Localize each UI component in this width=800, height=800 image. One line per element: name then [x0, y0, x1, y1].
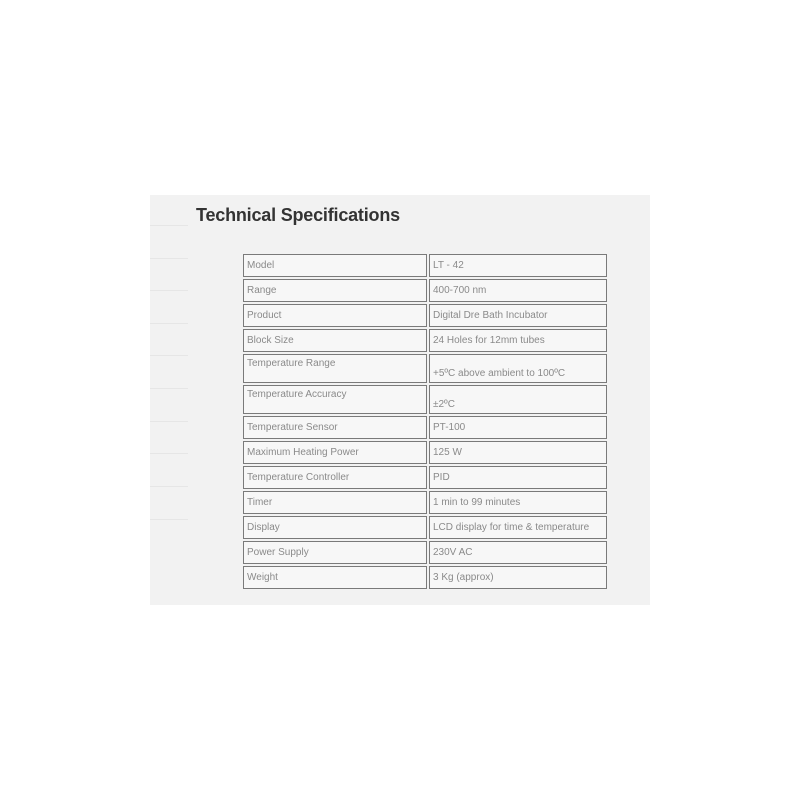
spec-value-timer: 1 min to 99 minutes: [429, 491, 607, 514]
table-row: [243, 441, 607, 464]
table-row: [243, 254, 607, 277]
spec-value-display: LCD display for time & temperature: [429, 516, 607, 539]
section-title: Technical Specifications: [196, 205, 400, 225]
table-row: [243, 566, 607, 589]
spec-value-block-size: 24 Holes for 12mm tubes: [429, 329, 607, 352]
table-row: [243, 516, 607, 539]
specifications-table: [241, 252, 609, 591]
spec-label-timer: Timer: [243, 491, 427, 514]
spec-label-maximum-heating-power: Maximum Heating Power: [243, 441, 427, 464]
table-row: [243, 329, 607, 352]
spec-label-product: Product: [243, 304, 427, 327]
table-row: [243, 279, 607, 302]
spec-label-temperature-sensor: Temperature Sensor: [243, 416, 427, 439]
spec-value-temperature-range: +5ºC above ambient to 100ºC: [429, 354, 607, 383]
table-row: [243, 416, 607, 439]
spec-value-temperature-sensor: PT-100: [429, 416, 607, 439]
spec-value-temperature-controller: PID: [429, 466, 607, 489]
spec-value-maximum-heating-power: 125 W: [429, 441, 607, 464]
spec-label-temperature-accuracy: Temperature Accuracy: [243, 385, 427, 414]
table-row: [243, 385, 607, 414]
spec-value-product: Digital Dre Bath Incubator: [429, 304, 607, 327]
spec-label-display: Display: [243, 516, 427, 539]
table-row: [243, 491, 607, 514]
specifications-panel: [150, 195, 650, 605]
spec-label-power-supply: Power Supply: [243, 541, 427, 564]
spec-label-model: Model: [243, 254, 427, 277]
spec-value-temperature-accuracy: ±2ºC: [429, 385, 607, 414]
spec-value-weight: 3 Kg (approx): [429, 566, 607, 589]
spec-label-temperature-controller: Temperature Controller: [243, 466, 427, 489]
spec-label-weight: Weight: [243, 566, 427, 589]
side-divider-lines: [150, 195, 188, 605]
spec-label-range: Range: [243, 279, 427, 302]
spec-value-range: 400-700 nm: [429, 279, 607, 302]
table-row: [243, 466, 607, 489]
table-row: [243, 541, 607, 564]
spec-label-block-size: Block Size: [243, 329, 427, 352]
table-row: [243, 304, 607, 327]
table-row: [243, 354, 607, 383]
spec-value-power-supply: 230V AC: [429, 541, 607, 564]
spec-label-temperature-range: Temperature Range: [243, 354, 427, 383]
spec-value-model: LT - 42: [429, 254, 607, 277]
